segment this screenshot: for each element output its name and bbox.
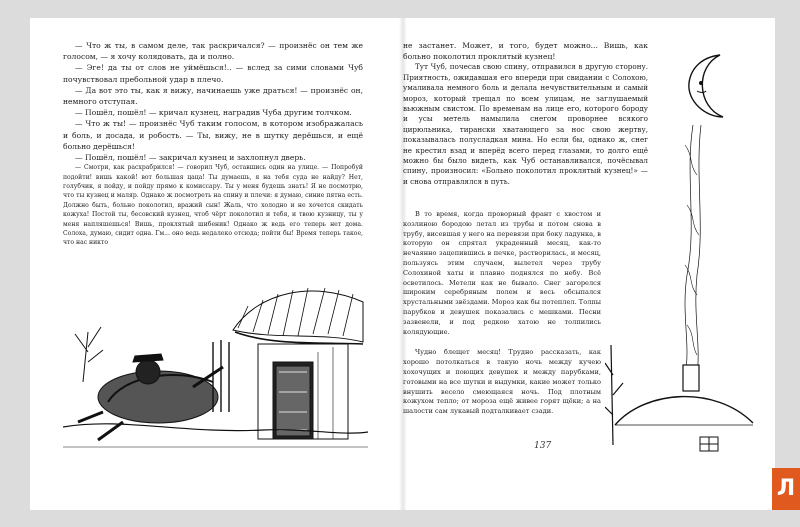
publisher-logo <box>772 468 800 510</box>
left-page-text <box>63 40 363 248</box>
chub-in-snow-illustration <box>63 262 368 452</box>
logo-letter: Л <box>776 476 796 501</box>
paragraph: не застанет. Может, и того, будет можно... Вишь, как больно поколотил проклятый кузнец! <box>403 41 648 62</box>
right-page-text-lower <box>403 210 601 417</box>
paragraph: — Эге! да ты от слов не уймёшься!.. — вслед за сими словами Чуб почувствовал пребольной удар в плечо. <box>63 63 363 84</box>
paragraph: — Пошёл, пошёл! — кричал кузнец, наградив Чуба другим толчком. <box>75 108 352 118</box>
paragraph: — Смотри, как расхрабрился! — говорил Чуб, оставшись один на улице. — Попробуй подойти! вишь какой! вот большая цаца! Ты думаешь, я на тебя суда не найду? Нет, голубчик, я пойду, и пойду прямо к комиссару. Ты у меня будешь знать! Я не посмотрю, что ты кузнец и маляр. Однако ж посмотреть на спину и плечи: я думаю, синие пятна есть. Должно быть, больно поколотил, вражий сын! Жаль, что холодно и не хочется скидать кожуха! Постой ты, бесовский кузнец, чтоб чёрт поколотил и тебя, и твою кузницу, ты у меня напляшешься! Вишь, проклятый шибеник! Однако ж ведь его теперь нет дома. Солоха, думаю, сидит одна. Гм... оно ведь недалеко отсюда; пойти бы! Время теперь такое, что нас никто <box>63 164 363 247</box>
page-number: 137 <box>534 441 552 451</box>
paragraph: В то время, когда проворный франт с хвостом и козлиною бородою летал из трубы и потом снова в трубу, висевшая у него на перевязи при боку ладунка, в которую он спрятал украденный месяц, как-то нечаянно зацепившись в печке, растворилась, и месяц, пользуясь этим случаем, вылетел через трубу Солохиной хаты и плавно поднялся по небу. Всё осветилось. Метели как не бывало. Снег загорелся широким серебряным полем и весь обсыпался хрустальными звёздами. Мороз как бы потеплел. Толпы парубков и девушек показались с мешками. Песни зазвенели, и под редкою хатою не толпились колядующие. <box>403 210 601 336</box>
paragraph: — Да вот это ты, как я вижу, начинаешь уже драться! — произнёс он, немного отступая. <box>63 85 363 107</box>
moon-over-chimney-illustration <box>605 45 755 465</box>
paragraph: — Пошёл, пошёл! — закричал кузнец и захлопнул дверь. <box>75 153 306 163</box>
paragraph: Чудно блещет месяц! Трудно рассказать, как хорошо потолкаться в такую ночь между кучею хохочущих и поющих девушек и между парубками, готовыми на все шутки и выдумки, какие может только внушить весело смеющаяся ночь. Под плотным кожухом тепло; от мороза ещё живее горят щёки; а на шалости сам лукавый подталкивает сзади. <box>403 348 601 416</box>
paragraph: Тут Чуб, почесав свою спину, отправился в другую сторону. Приятность, ожидавшая его впереди при свидании с Солохою, умаливала немного боль и делала нечувствительным и самый мороз, который трещал по всем улицам, не заглушаемый вьюжным свистом. По временам на лице его, которого бороду и усы метель намылила снегом проворнее всякого цирюльника, тирански хватающего за нос свою жертву, показывалась полусладкая мина. Но если бы, однако ж, снег не крестил взад и вперёд всего перед глазами, то долго ещё можно бы было видеть, как Чуб останавливался, почёсывал спину, произносил: «Больно поколотил проклятый кузнец!» — и снова отправлялся в путь. <box>403 62 648 186</box>
paragraph: — Что ж ты! — произнёс Чуб таким голосом, в котором изображалась и боль, и досада, и робость. — Ты, вижу, не в шутку дерёшься, и ещё больно дерёшься! <box>63 119 363 151</box>
paragraph: — Что ж ты, в самом деле, так раскричался? — произнёс он тем же голосом, — я хочу колядовать, да и полно. <box>63 41 363 62</box>
